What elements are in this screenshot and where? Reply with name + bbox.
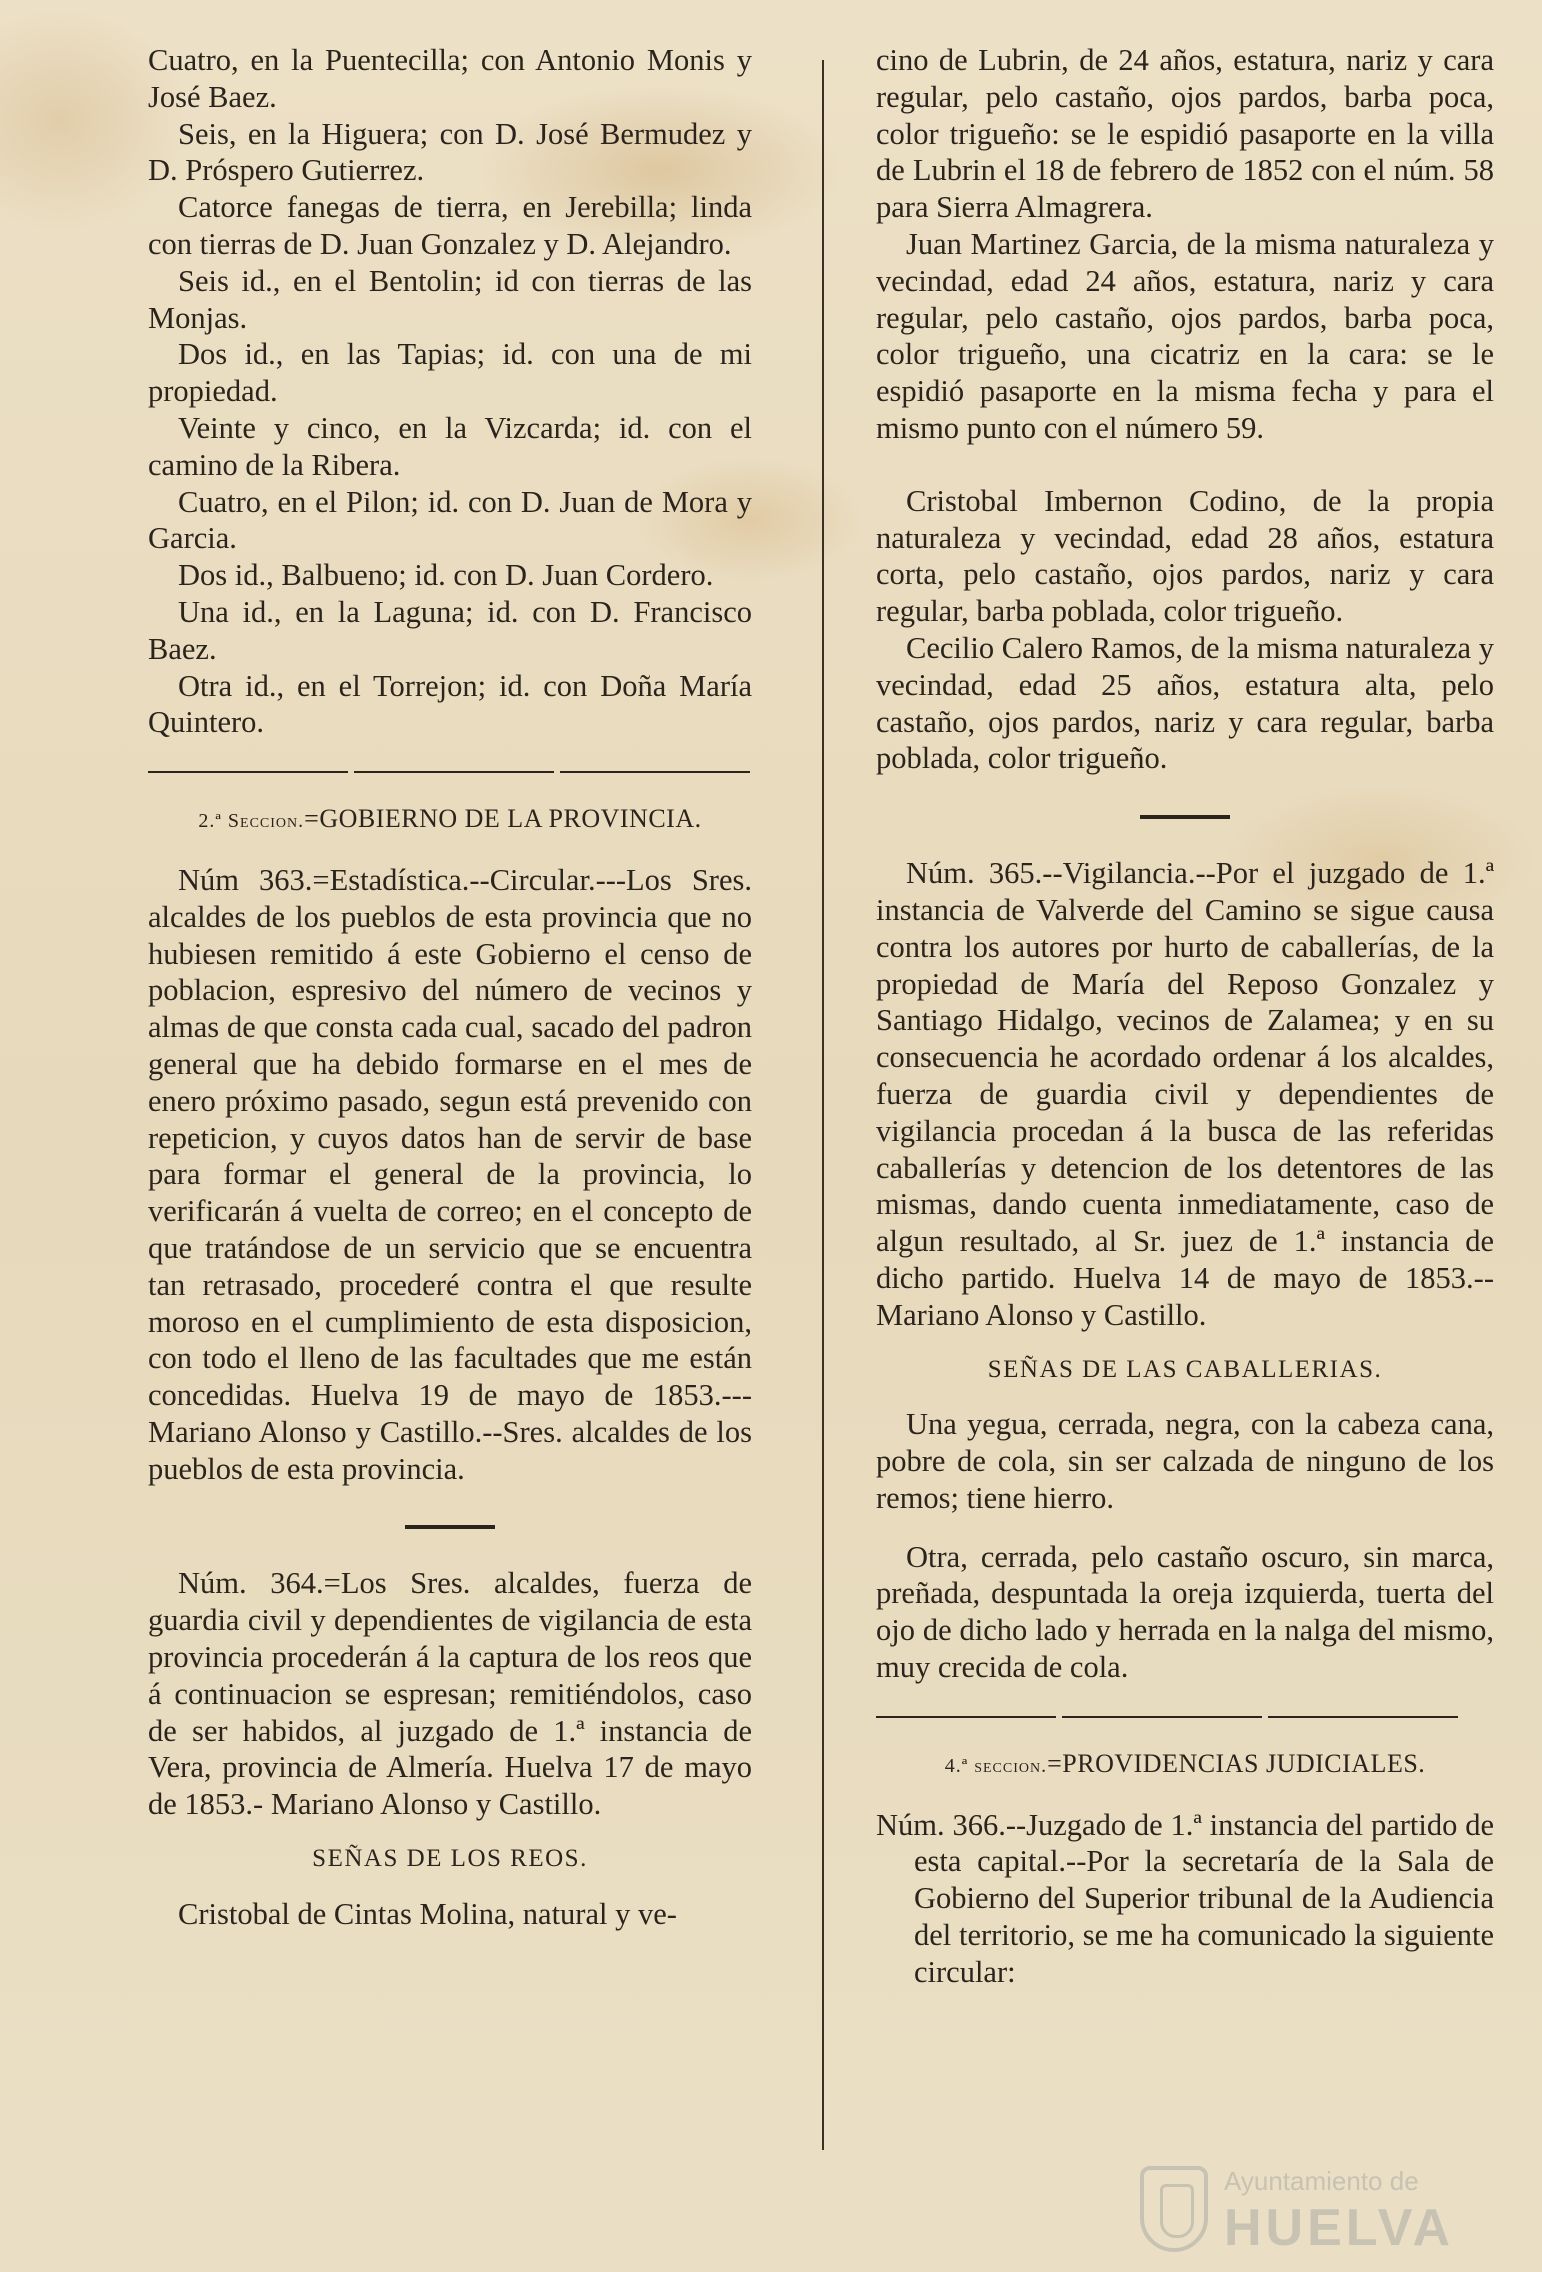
paragraph: cino de Lubrin, de 24 años, estatura, nariz y cara regular, pelo castaño, ojos pardos, barba poca, color trigueño: se le espidió pasaporte en la villa de Lubrin el 18 de febrero de 1852 con el núm. 58 para Sierra Almagrera.: [876, 43, 1494, 225]
paragraph: Otra, cerrada, pelo castaño oscuro, sin marca, preñada, despuntada la oreja izquierda, tuerta del ojo de dicho lado y herrada en la nalga del mismo, muy crecida de cola.: [876, 1539, 1494, 1685]
section-prefix: 2.ª Seccion.: [198, 810, 305, 833]
paragraph: Otra id., en el Torrejon; id. con Doña María Quintero.: [148, 668, 752, 740]
section-prefix: 4.ª seccion.: [944, 1754, 1048, 1777]
watermark-line1: Ayuntamiento de: [1224, 2166, 1419, 2196]
right-column: [876, 42, 1494, 1991]
short-divider: [1140, 815, 1230, 819]
notice-363: Núm 363.=Estadística.--Circular.---Los Sres. alcaldes de los pueblos de esta provincia que no hubiesen remitido á este Gobierno el censo de poblacion, espresivo del número de vecinos y almas de que consta cada cual, sacado del padron general que ha debido formarse en el mes de enero próximo pasado, segun está prevenido con repeticion, y cuyos datos han de servir de base para formar el general de la provincia, lo verificarán á vuelta de correo; en el concepto de que tratándose de un servicio que se encuentra tan retrasado, procederé contra el que resulte moroso en el cumplimiento de esta disposicion, con todo el lleno de las facultades que me están concedidas. Huelva 19 de mayo de 1853.--- Mariano Alonso y Castillo.--Sres. alcaldes de los pueblos de esta provincia.: [148, 862, 752, 1486]
paragraph: Cuatro, en el Pilon; id. con D. Juan de Mora y Garcia.: [148, 484, 752, 556]
notice-366: Núm. 366.--Juzgado de 1.ª instancia del partido de esta capital.--Por la secretaría de la Sala de Gobierno del Superior tribunal de la Audiencia del territorio, se me ha comunicado la siguiente circular:: [876, 1807, 1494, 1989]
paragraph: Seis, en la Higuera; con D. José Bermudez y D. Próspero Gutierrez.: [148, 116, 752, 188]
section-title: =PROVIDENCIAS JUDICIALES.: [1047, 1748, 1426, 1778]
paragraph: Seis id., en el Bentolin; id con tierras de las Monjas.: [148, 263, 752, 335]
paragraph: Cuatro, en la Puentecilla; con Antonio Monis y José Baez.: [148, 43, 752, 114]
notice-364: Núm. 364.=Los Sres. alcaldes, fuerza de guardia civil y dependientes de vigilancia de esta provincia procederán á la captura de los reos que á continuacion se espresan; remitiéndolos, caso de ser habidos, al juzgado de 1.ª instancia de Vera, provincia de Almería. Huelva 17 de mayo de 1853.- Mariano Alonso y Castillo.: [148, 1566, 752, 1822]
paragraph: Catorce fanegas de tierra, en Jerebilla; linda con tierras de D. Juan Gonzalez y D. Alejandro.: [148, 190, 752, 261]
paragraph: Una yegua, cerrada, negra, con la cabeza cana, pobre de cola, sin ser calzada de ninguno de los remos; tiene hierro.: [876, 1407, 1494, 1515]
subheading: SEÑAS DE LOS REOS.: [312, 1845, 588, 1873]
paragraph: Dos id., en las Tapias; id. con una de mi propiedad.: [148, 337, 752, 409]
city-seal-icon: [1140, 2166, 1208, 2252]
section-heading: [876, 1746, 1494, 1785]
paragraph: Juan Martinez Garcia, de la misma naturaleza y vecindad, edad 24 años, estatura, nariz y cara regular, pelo castaño, ojos pardos, barba poca, color trigueño, una cicatriz en la cara: se le espidió pasaporte en la misma fecha y para el mismo punto con el número 59.: [876, 226, 1494, 445]
paragraph: Veinte y cinco, en la Vizcarda; id. con el camino de la Ribera.: [148, 410, 752, 482]
section-divider: [876, 1716, 1494, 1718]
paragraph: Cristobal de Cintas Molina, natural y ve-: [178, 1896, 677, 1931]
watermark-line2: HUELVA: [1224, 2199, 1455, 2257]
paragraph: Dos id., Balbueno; id. con D. Juan Cordero.: [178, 558, 714, 593]
column-divider: [822, 60, 824, 2150]
notice-365: Núm. 365.--Vigilancia.--Por el juzgado de 1.ª instancia de Valverde del Camino se sigue causa contra los autores por hurto de caballerías, de la propiedad de María del Reposo Gonzalez y Santiago Hidalgo, vecinos de Zalamea; y en su consecuencia he acordado ordenar á los alcaldes, fuerza de guardia civil y dependientes de vigilancia procedan á la busca de las referidas caballerías y detencion de los detentores de las mismas, dando cuenta inmediatamente, caso de algun resultado, al Sr. juez de 1.ª instancia de dicho partido. Huelva 14 de mayo de 1853.--Mariano Alonso y Castillo.: [876, 856, 1494, 1332]
section-title: =GOBIERNO DE LA PROVINCIA.: [304, 804, 702, 834]
paragraph: Una id., en la Laguna; id. con D. Francisco Baez.: [148, 594, 752, 666]
subheading: SEÑAS DE LAS CABALLERIAS.: [987, 1355, 1383, 1383]
watermark: [1140, 2160, 1520, 2260]
paragraph: Cecilio Calero Ramos, de la misma naturaleza y vecindad, edad 25 años, estatura alta, pelo castaño, ojos pardos, nariz y cara regular, barba poblada, color trigueño.: [876, 630, 1494, 776]
paragraph: Cristobal Imbernon Codino, de la propia naturaleza y vecindad, edad 28 años, estatura corta, pelo castaño, ojos pardos, nariz y cara regular, barba poblada, color trigueño.: [876, 483, 1494, 629]
short-divider: [405, 1525, 495, 1529]
left-column: [148, 42, 752, 1933]
section-divider: [148, 771, 752, 773]
section-heading: [148, 801, 752, 840]
